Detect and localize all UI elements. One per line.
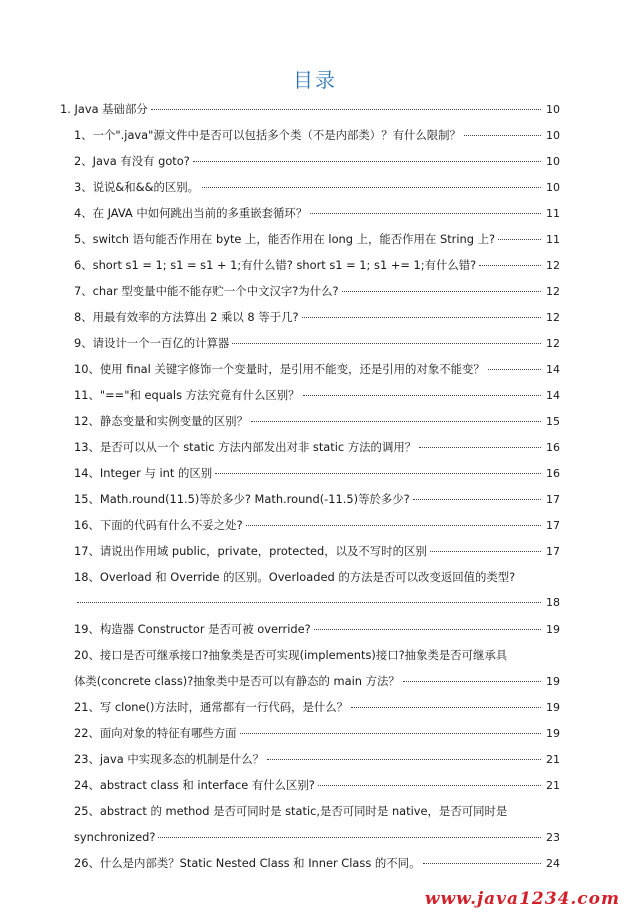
toc-entry-text: 2、Java 有没有 goto? (74, 154, 190, 168)
toc-entry-text: 23、java 中实现多态的机制是什么？ (74, 752, 265, 766)
toc-entry-text: 13、是否可以从一个 static 方法内部发出对非 static 方法的调用？ (74, 440, 417, 454)
dot-leader (423, 863, 541, 864)
toc-page-number: 16 (546, 441, 560, 454)
toc-page-number: 10 (546, 129, 560, 142)
dot-leader (413, 499, 541, 500)
toc-page-number: 14 (546, 363, 560, 376)
toc-entry[interactable] (60, 148, 560, 174)
toc-entry-text: 19、构造器 Constructor 是否可被 override? (74, 622, 311, 636)
dot-leader (303, 395, 541, 396)
toc-entry[interactable] (60, 252, 560, 278)
toc-entry[interactable] (60, 538, 560, 564)
toc-entry-text: 21、写 clone()方法时，通常都有一行代码，是什么？ (74, 700, 349, 714)
toc-entry-text: 10、使用 final 关键字修饰一个变量时，是引用不能变，还是引用的对象不能变？ (74, 362, 485, 376)
toc-page-number: 21 (546, 779, 560, 792)
toc-entry-text: 24、abstract class 和 interface 有什么区别? (74, 778, 315, 792)
dot-leader (403, 681, 541, 682)
toc-page-number: 19 (546, 623, 560, 636)
toc-entry[interactable] (60, 174, 560, 200)
toc-entry-text: 15、Math.round(11.5)等於多少? Math.round(-11.5)等於多少? (74, 492, 410, 506)
toc-page-number: 11 (546, 233, 560, 246)
toc-page-number: 12 (546, 285, 560, 298)
toc-page-number: 11 (546, 207, 560, 220)
toc-page-number: 10 (546, 155, 560, 168)
toc-entry[interactable] (60, 96, 560, 122)
toc-page-number: 16 (546, 467, 560, 480)
toc-entry[interactable] (60, 122, 560, 148)
toc-entry[interactable] (60, 798, 560, 850)
toc-entry-text: 26、什么是内部类？Static Nested Class 和 Inner Class 的不同。 (74, 856, 421, 870)
toc-page-number: 19 (546, 701, 560, 714)
dot-leader (193, 161, 541, 162)
toc-entry-text-continued: 体类(concrete class)?抽象类中是否可以有静态的 main 方法？ (74, 674, 400, 688)
toc-page-number: 24 (546, 857, 560, 870)
toc-page-number: 14 (546, 389, 560, 402)
toc-entry[interactable] (60, 616, 560, 642)
dot-leader (430, 551, 541, 552)
dot-leader (232, 343, 541, 344)
toc-entry-text: 5、switch 语句能否作用在 byte 上，能否作用在 long 上，能否作用在 String 上? (74, 232, 496, 246)
toc-entry[interactable] (60, 486, 560, 512)
toc-page-number: 12 (546, 259, 560, 272)
table-of-contents (60, 96, 560, 876)
dot-leader (251, 421, 541, 422)
dot-leader (479, 265, 541, 266)
dot-leader (302, 317, 541, 318)
toc-entry[interactable] (60, 512, 560, 538)
toc-entry-text: 17、请说出作用域 public，private，protected，以及不写时的区别 (74, 544, 427, 558)
dot-leader (215, 473, 541, 474)
toc-page-number: 15 (546, 415, 560, 428)
dot-leader (314, 629, 541, 630)
dot-leader (351, 707, 541, 708)
toc-entry[interactable] (60, 330, 560, 356)
toc-entry[interactable] (60, 382, 560, 408)
toc-entry-text: 22、面向对象的特征有哪些方面 (74, 726, 237, 740)
toc-entry[interactable] (60, 356, 560, 382)
dot-leader (246, 525, 541, 526)
dot-leader (77, 602, 541, 603)
dot-leader (498, 239, 541, 240)
toc-entry[interactable] (60, 200, 560, 226)
dot-leader (318, 785, 541, 786)
toc-entry[interactable] (60, 460, 560, 486)
toc-page-number: 18 (546, 596, 560, 609)
toc-entry-text: 14、Integer 与 int 的区别 (74, 466, 213, 480)
toc-entry-text: 4、在 JAVA 中如何跳出当前的多重嵌套循环？ (74, 206, 308, 220)
toc-entry[interactable] (60, 694, 560, 720)
toc-page-number: 19 (546, 727, 560, 740)
dot-leader (419, 447, 541, 448)
dot-leader (310, 213, 541, 214)
dot-leader (464, 135, 541, 136)
toc-page-number: 17 (546, 545, 560, 558)
toc-entry-text: 1. Java 基础部分 (60, 102, 148, 116)
toc-entry[interactable] (60, 278, 560, 304)
toc-entry-text: 12、静态变量和实例变量的区别？ (74, 414, 248, 428)
toc-entry[interactable] (60, 720, 560, 746)
page-title: 目录 (293, 68, 337, 92)
toc-page-number: 21 (546, 753, 560, 766)
toc-entry[interactable] (60, 642, 560, 694)
dot-leader (342, 291, 541, 292)
dot-leader (158, 837, 541, 838)
watermark: www.java1234.com (424, 889, 620, 909)
toc-entry[interactable] (60, 564, 560, 616)
dot-leader (240, 733, 541, 734)
toc-page-number: 17 (546, 493, 560, 506)
toc-entry-text: 11、"=="和 equals 方法究竟有什么区别？ (74, 388, 300, 402)
toc-entry-text: 9、请设计一个一百亿的计算器 (74, 336, 230, 350)
toc-entry-text: 1、一个".java"源文件中是否可以包括多个类（不是内部类）？有什么限制？ (74, 128, 461, 142)
toc-entry-text: 3、说说&和&&的区别。 (74, 180, 200, 194)
toc-entry[interactable] (60, 226, 560, 252)
dot-leader (488, 369, 541, 370)
dot-leader (202, 187, 541, 188)
toc-entry-text: 20、接口是否可继承接口?抽象类是否可实现(implements)接口?抽象类是否可继承具 (74, 648, 508, 662)
dot-leader (267, 759, 541, 760)
toc-entry[interactable] (60, 772, 560, 798)
toc-entry-text-continued: synchronized? (74, 830, 156, 844)
toc-page-number: 10 (546, 181, 560, 194)
toc-entry-text: 16、下面的代码有什么不妥之处? (74, 518, 243, 532)
toc-page-number: 19 (546, 675, 560, 688)
toc-entry-text: 8、用最有效率的方法算出 2 乘以 8 等于几? (74, 310, 299, 324)
toc-page-number: 12 (546, 311, 560, 324)
toc-entry-text: 7、char 型变量中能不能存贮一个中文汉字?为什么? (74, 284, 339, 298)
toc-entry[interactable] (60, 850, 560, 876)
toc-entry-text: 18、Overload 和 Override 的区别。Overloaded 的方法是否可以改变返回值的类型? (74, 570, 516, 584)
toc-entry[interactable] (60, 408, 560, 434)
toc-entry[interactable] (60, 304, 560, 330)
toc-entry[interactable] (60, 746, 560, 772)
toc-entry-text: 25、abstract 的 method 是否可同时是 static,是否可同时是 native，是否可同时是 (74, 804, 508, 818)
toc-page-number: 12 (546, 337, 560, 350)
toc-page-number: 23 (546, 831, 560, 844)
toc-entry[interactable] (60, 434, 560, 460)
toc-page-number: 10 (546, 103, 560, 116)
toc-page-number: 17 (546, 519, 560, 532)
toc-entry-text: 6、short s1 = 1; s1 = s1 + 1;有什么错? short s1 = 1; s1 += 1;有什么错? (74, 258, 477, 272)
dot-leader (151, 109, 541, 110)
